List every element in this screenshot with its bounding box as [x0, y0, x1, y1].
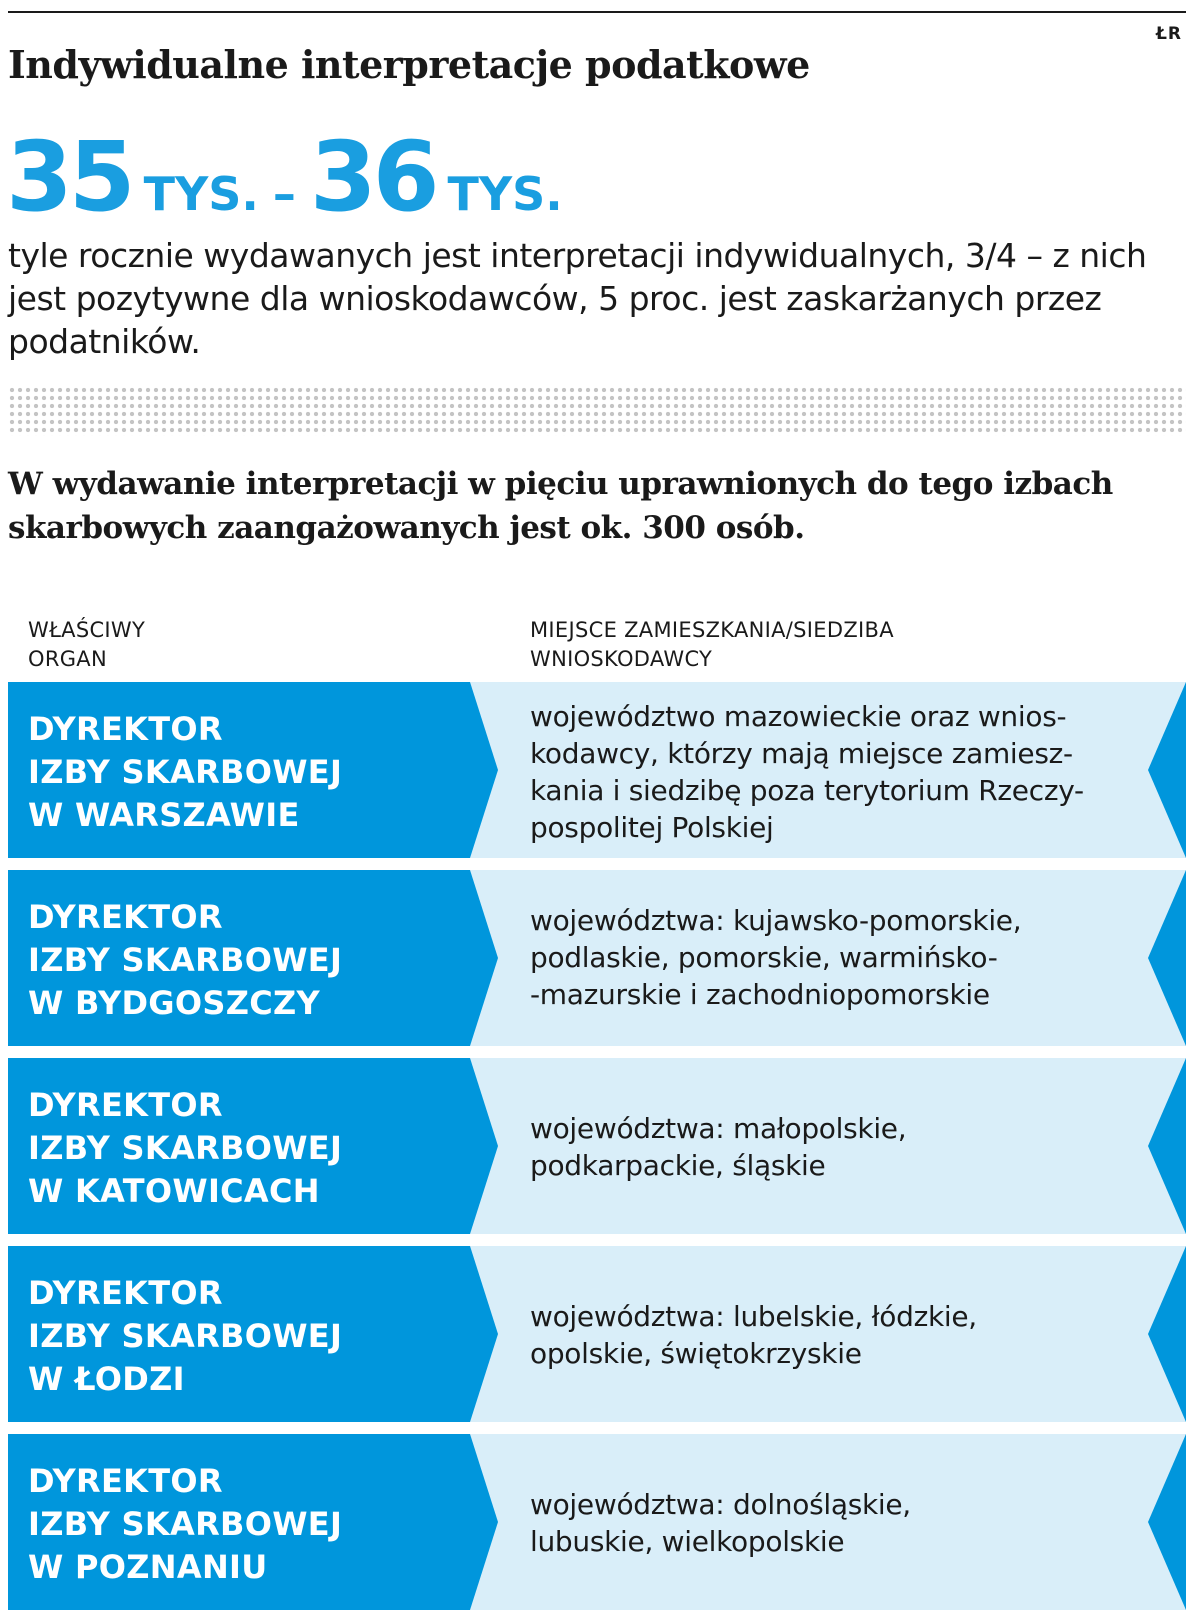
stat-description: tyle rocznie wydawanych jest interpretacji indywidualnych, 3/4 – z nich jest pozytywne dla wnioskodawców, 5 proc. jest zaskarżanych przez podatników.	[8, 236, 1147, 361]
organ-name: DYREKTOR IZBY SKARBOWEJ W ŁODZI	[28, 1274, 343, 1398]
dotted-divider	[8, 386, 1186, 436]
table-row	[8, 682, 1186, 858]
region-text: województwa: dolnośląskie, lubuskie, wielkopolskie	[530, 1488, 911, 1558]
organ-name: DYREKTOR IZBY SKARBOWEJ W KATOWICACH	[28, 1086, 343, 1210]
jurisdiction-table	[8, 682, 1186, 1622]
table-row	[8, 1246, 1186, 1422]
stat-range	[6, 122, 563, 232]
subheading: W wydawanie interpretacji w pięciu uprawnionych do tego izbach skarbowych zaangażowanych jest ok. 300 osób.	[8, 466, 1113, 546]
organ-name: DYREKTOR IZBY SKARBOWEJ W WARSZAWIE	[28, 710, 343, 834]
stat-low-unit: TYS.	[143, 167, 259, 221]
region-text: województwa: małopolskie, podkarpackie, śląskie	[530, 1112, 907, 1182]
organ-name: DYREKTOR IZBY SKARBOWEJ W POZNANIU	[28, 1462, 343, 1586]
organ-name: DYREKTOR IZBY SKARBOWEJ W BYDGOSZCZY	[28, 898, 343, 1022]
stat-low-value: 35	[6, 121, 132, 233]
top-rule	[8, 11, 1186, 13]
region-text: województwo mazowieckie oraz wnios- kodawcy, którzy mają miejsce zamiesz- kania i siedzibę poza terytorium Rzeczy- pospolitej Polskiej	[530, 700, 1084, 844]
stat-high-unit: TYS.	[447, 167, 563, 221]
column-header-organ: WŁAŚCIWY ORGAN	[28, 618, 146, 671]
page-title: Indywidualne interpretacje podatkowe	[8, 42, 810, 87]
table-row	[8, 870, 1186, 1046]
table-row	[8, 1058, 1186, 1234]
table-row	[8, 1434, 1186, 1610]
stat-separator: –	[272, 167, 296, 221]
region-text: województwa: kujawsko-pomorskie, podlaskie, pomorskie, warmińsko- -mazurskie i zachodniopomorskie	[530, 904, 1022, 1011]
author-credit: ŁR	[1155, 24, 1182, 44]
region-text: województwa: lubelskie, łódzkie, opolskie, świętokrzyskie	[530, 1300, 977, 1370]
stat-high-value: 36	[309, 121, 436, 233]
column-header-residence: MIEJSCE ZAMIESZKANIA/SIEDZIBA WNIOSKODAWCY	[530, 618, 894, 671]
